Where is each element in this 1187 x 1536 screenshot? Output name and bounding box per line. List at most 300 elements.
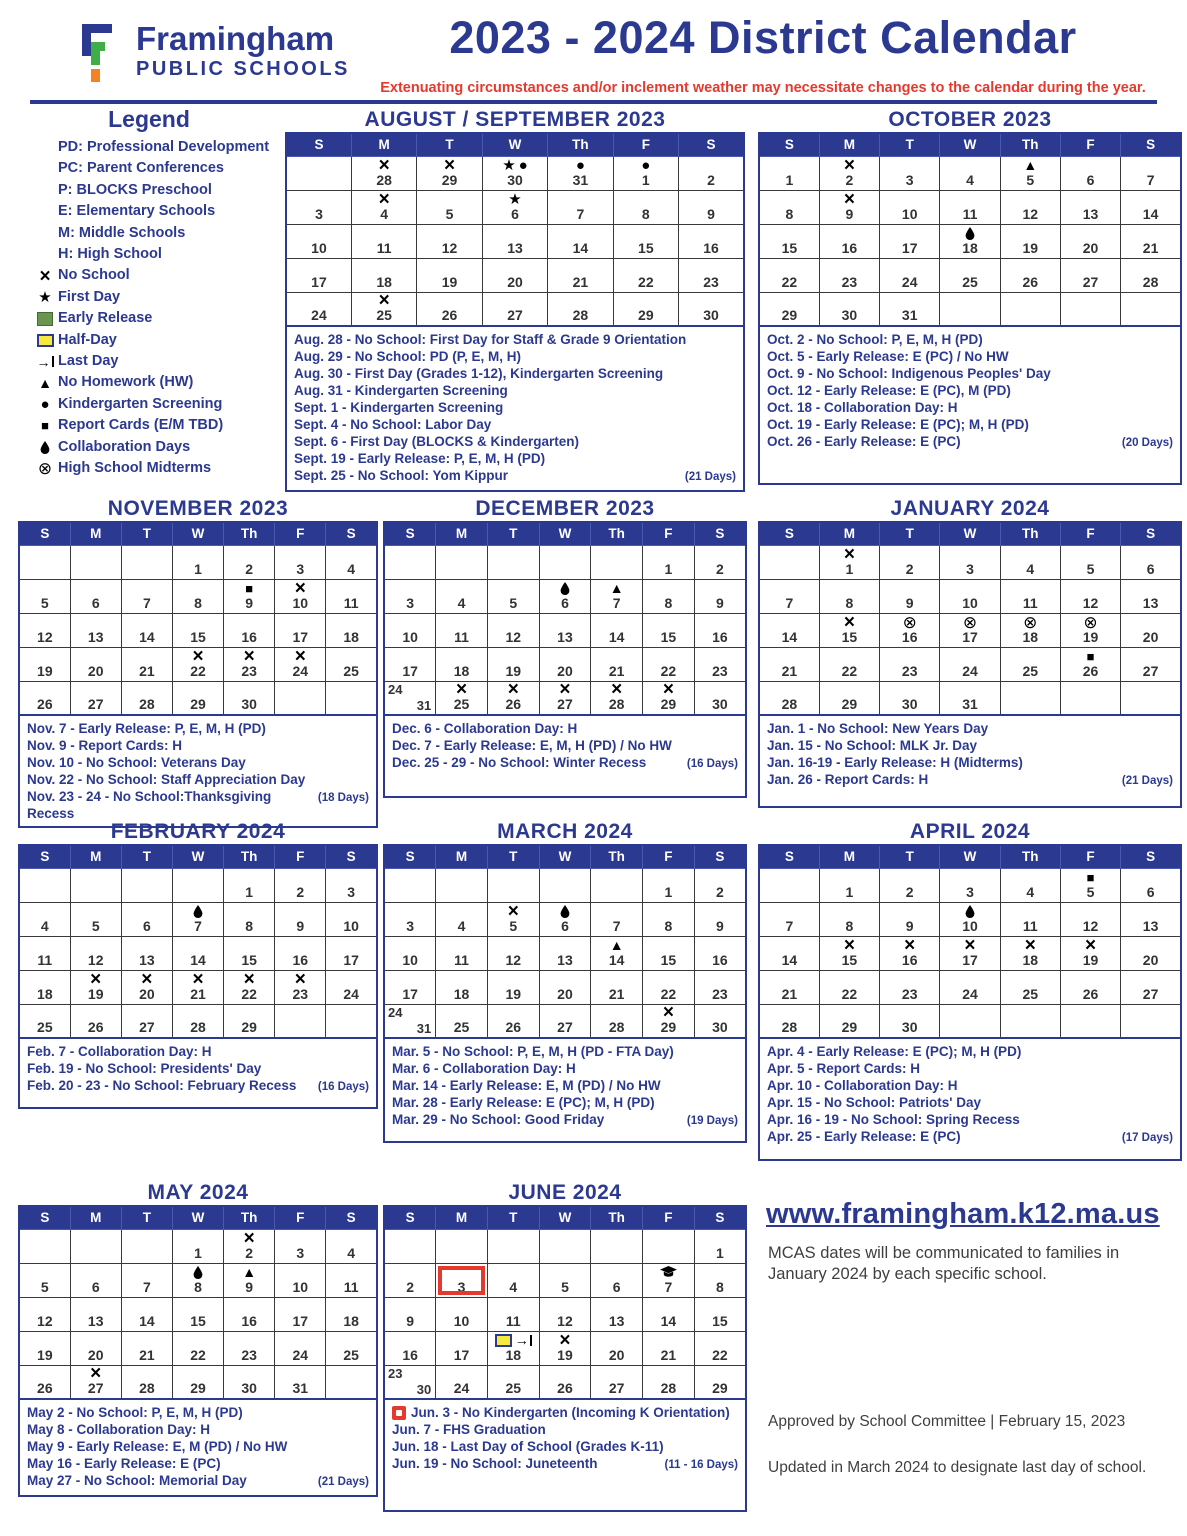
jun3-red-icon <box>392 1406 406 1420</box>
weekday-header: F <box>613 133 678 156</box>
day-number: 13 <box>1142 594 1159 611</box>
day-number: 8 <box>664 594 673 611</box>
day-cell <box>172 970 223 1004</box>
note-line <box>767 1111 1173 1128</box>
day-cell <box>224 1297 275 1331</box>
day-cell <box>487 902 539 936</box>
day-symbols <box>1023 612 1038 632</box>
kindergarten-icon: ● <box>641 156 651 174</box>
day-symbols <box>641 158 650 173</box>
day-number: 24 <box>453 1380 470 1396</box>
note-line <box>392 1077 738 1094</box>
weekday-header: M <box>70 522 121 545</box>
day-number: 7 <box>785 594 794 611</box>
day-number: 23 <box>712 985 728 1002</box>
day-cell <box>940 579 1000 613</box>
day-number: 23 <box>712 662 728 679</box>
day-cell <box>487 1331 539 1365</box>
note-line <box>294 399 736 416</box>
day-cell <box>172 1331 223 1365</box>
day-cell <box>613 292 678 326</box>
day-number: 11 <box>376 239 392 256</box>
day-number: 28 <box>572 307 589 323</box>
day-number: 14 <box>608 951 625 968</box>
day-cell <box>694 1297 746 1331</box>
note-line <box>294 331 736 348</box>
note-text: Dec. 6 - Collaboration Day: H <box>392 721 578 736</box>
fps-logo-icon <box>72 22 126 84</box>
note-text: Oct. 5 - Early Release: E (PC) / No HW <box>767 349 1009 364</box>
day-number: 1 <box>194 560 202 577</box>
empty-cell <box>1121 1004 1181 1038</box>
day-number: 27 <box>1142 985 1159 1002</box>
legend-item <box>18 330 280 351</box>
note-text: Dec. 25 - 29 - No School: Winter Recess <box>392 755 647 770</box>
day-number: 2 <box>707 171 715 188</box>
note-line <box>294 450 736 467</box>
day-symbols <box>1083 612 1098 632</box>
day-number: 2 <box>715 883 724 900</box>
empty-cell <box>591 545 643 579</box>
day-cell <box>275 545 326 579</box>
day-number: 16 <box>292 951 309 968</box>
day-cell <box>19 681 70 715</box>
day-cell <box>436 647 488 681</box>
school-days-count: (16 Days) <box>686 758 738 770</box>
day-number: 28 <box>660 1380 677 1396</box>
day-cell <box>487 681 539 715</box>
calendar-table <box>758 521 1182 716</box>
day-number: 9 <box>245 1278 254 1295</box>
day-symbols <box>662 679 674 700</box>
day-number: 24 <box>311 307 327 323</box>
day-number: 6 <box>1146 560 1155 577</box>
day-number: 24 <box>962 985 978 1002</box>
note-text: Mar. 29 - No School: Good Friday <box>392 1112 605 1127</box>
day-symbols <box>90 968 102 990</box>
day-cell <box>591 1331 643 1365</box>
day-cell <box>940 647 1000 681</box>
day-cell <box>70 1297 121 1331</box>
day-cell <box>539 1004 591 1038</box>
day-cell <box>591 647 643 681</box>
weekday-header: Th <box>1000 522 1060 545</box>
note-line <box>767 416 1173 433</box>
day-number: 30 <box>712 1019 728 1035</box>
day-number: 1 <box>194 1244 202 1261</box>
day-cell <box>694 1263 746 1297</box>
month-notes <box>758 327 1182 485</box>
day-number: 12 <box>37 1312 53 1329</box>
day-cell <box>880 292 940 326</box>
day-cell <box>1060 258 1120 292</box>
day-number: 31 <box>962 696 978 712</box>
day-symbols <box>559 679 571 700</box>
day-number: 18 <box>37 985 53 1002</box>
day-number: 9 <box>296 917 305 934</box>
day-cell <box>417 224 482 258</box>
weekday-header: Th <box>591 1206 643 1229</box>
note-line <box>27 771 369 788</box>
day-number: 28 <box>139 696 155 712</box>
day-symbols <box>456 679 468 700</box>
note-line <box>767 1077 1173 1094</box>
day-number: 15 <box>190 628 206 645</box>
day-cell <box>19 1297 70 1331</box>
day-cell <box>384 1365 436 1399</box>
legend-item <box>18 265 280 286</box>
day-cell <box>275 936 326 970</box>
day-number: 7 <box>785 917 794 934</box>
day-cell <box>539 647 591 681</box>
day-cell <box>694 579 746 613</box>
day-number: 23 <box>901 985 918 1002</box>
day-number: 15 <box>660 951 677 968</box>
day-cell <box>539 936 591 970</box>
no-school-icon: × <box>378 290 390 311</box>
weekday-header: F <box>275 845 326 868</box>
day-number: 25 <box>343 1346 359 1363</box>
day-cell <box>759 579 819 613</box>
day-number: 13 <box>139 951 155 968</box>
day-symbols <box>843 188 855 210</box>
day-cell <box>679 190 744 224</box>
note-text: Apr. 25 - Early Release: E (PC) <box>767 1129 961 1144</box>
weekday-header: S <box>694 845 746 868</box>
day-cell <box>1000 613 1060 647</box>
day-cell <box>172 1263 223 1297</box>
legend-label: First Day <box>58 288 121 305</box>
half-day-icon <box>495 1334 512 1347</box>
note-text: Jun. 19 - No School: Juneteenth <box>392 1456 598 1471</box>
day-cell <box>539 1365 591 1399</box>
collab-icon <box>965 905 975 918</box>
day-cell <box>940 224 1000 258</box>
day-number: 14 <box>1142 205 1159 222</box>
note-line <box>392 1421 738 1438</box>
day-cell <box>694 1004 746 1038</box>
day-cell <box>643 1297 695 1331</box>
day-cell <box>172 1229 223 1263</box>
day-cell <box>819 936 879 970</box>
day-cell <box>694 613 746 647</box>
empty-cell <box>1000 292 1060 326</box>
day-number: 10 <box>962 917 978 934</box>
weekday-header: Th <box>1000 845 1060 868</box>
day-number: 4 <box>509 1278 518 1295</box>
legend-label: H: High School <box>58 246 162 263</box>
day-number: 26 <box>87 1019 104 1035</box>
day-number: 29 <box>841 1019 858 1035</box>
day-cell <box>694 936 746 970</box>
day-number: 9 <box>905 917 914 934</box>
day-cell <box>1000 902 1060 936</box>
day-cell <box>694 902 746 936</box>
day-cell <box>880 970 940 1004</box>
weekday-header: S <box>19 522 70 545</box>
note-text: Mar. 5 - No School: P, E, M, H (PD - FTA Day) <box>392 1044 674 1059</box>
day-symbols <box>294 968 306 990</box>
day-number: 28 <box>608 1019 625 1035</box>
day-cell <box>591 936 643 970</box>
day-number: 3 <box>296 560 305 577</box>
day-cell <box>487 1004 539 1038</box>
day-number: 23 <box>901 662 918 679</box>
day-cell <box>1121 902 1181 936</box>
day-number: 23 <box>841 273 858 290</box>
day-symbols <box>378 154 390 176</box>
note-line <box>27 1438 369 1455</box>
legend-item <box>18 137 280 158</box>
day-cell <box>275 1229 326 1263</box>
day-number: 25 <box>1022 662 1039 679</box>
day-number: 20 <box>507 273 523 290</box>
no-school-icon: × <box>507 679 519 700</box>
note-text: Apr. 15 - No School: Patriots' Day <box>767 1095 982 1110</box>
day-symbols <box>904 934 916 956</box>
note-text: Sept. 6 - First Day (BLOCKS & Kindergarten) <box>294 434 580 449</box>
day-number: 15 <box>781 239 798 256</box>
day-number: 11 <box>962 205 978 222</box>
month-dec <box>383 497 747 798</box>
day-number: 28 <box>781 696 798 712</box>
day-number: 21 <box>139 1346 155 1363</box>
day-cell <box>819 545 879 579</box>
report-cards-icon: ■ <box>1086 869 1095 885</box>
school-days-count: (21 Days) <box>1121 775 1173 787</box>
note-line <box>392 754 738 773</box>
day-number: 22 <box>190 1346 206 1363</box>
day-number: 14 <box>660 1312 677 1329</box>
day-number: 7 <box>1146 171 1155 188</box>
day-number: 18 <box>505 1346 522 1363</box>
day-number: 19 <box>1022 239 1039 256</box>
day-number: 2 <box>245 560 254 577</box>
day-number: 29 <box>660 1019 677 1035</box>
day-cell <box>482 292 547 326</box>
weekday-header: S <box>759 522 819 545</box>
day-number: 13 <box>557 628 573 645</box>
day-cell <box>1060 613 1120 647</box>
note-text: Jun. 3 - No Kindergarten (Incoming K Orientation) <box>411 1405 730 1420</box>
day-cell <box>326 936 377 970</box>
day-cell <box>591 579 643 613</box>
weekday-header: W <box>539 522 591 545</box>
day-cell <box>1121 613 1181 647</box>
day-number: 24 <box>388 681 403 697</box>
note-line <box>27 1404 369 1421</box>
day-number: 1 <box>785 171 794 188</box>
day-cell <box>351 190 416 224</box>
day-symbols <box>378 188 390 210</box>
day-number: 8 <box>641 205 650 222</box>
legend-label: Collaboration Days <box>58 438 191 455</box>
first-day-icon: ★ <box>508 190 522 208</box>
day-cell <box>487 1263 539 1297</box>
day-cell <box>1000 545 1060 579</box>
day-number: 21 <box>572 273 589 290</box>
report-cards-icon: ■ <box>41 418 49 434</box>
day-number: 10 <box>343 917 359 934</box>
day-number: 4 <box>380 205 389 222</box>
note-line <box>767 1060 1173 1077</box>
day-cell <box>384 1263 436 1297</box>
day-cell <box>286 190 351 224</box>
day-number: 9 <box>715 594 724 611</box>
day-number: 3 <box>966 560 974 577</box>
note-line <box>27 720 369 737</box>
day-number: 18 <box>453 985 470 1002</box>
school-name: Framingham <box>136 20 335 57</box>
day-number: 19 <box>1082 628 1099 645</box>
day-number: 27 <box>87 1380 104 1396</box>
day-cell <box>1000 258 1060 292</box>
day-cell <box>436 613 488 647</box>
legend-item <box>18 223 280 244</box>
legend-icon-collab <box>32 441 58 454</box>
day-cell <box>121 681 172 715</box>
header-divider <box>30 100 1157 104</box>
day-number: 24 <box>901 273 918 290</box>
empty-cell <box>70 868 121 902</box>
day-number: 2 <box>296 883 305 900</box>
weekday-header: F <box>643 522 695 545</box>
day-number: 20 <box>139 985 155 1002</box>
day-cell <box>224 1365 275 1399</box>
note-text: Aug. 29 - No School: PD (P, E, M, H) <box>294 349 522 364</box>
day-cell <box>436 579 488 613</box>
day-number: 7 <box>612 917 621 934</box>
month-notes <box>758 716 1182 808</box>
legend-label: Report Cards (E/M TBD) <box>58 417 224 434</box>
day-cell <box>224 545 275 579</box>
updated-note: Updated in March 2024 to designate last day of school. <box>768 1459 1147 1476</box>
day-symbols <box>90 1363 102 1384</box>
approved-note: Approved by School Committee | February 15, 2023 <box>768 1413 1126 1430</box>
day-symbols <box>965 904 975 919</box>
day-cell <box>694 1331 746 1365</box>
day-cell <box>286 224 351 258</box>
day-cell <box>224 936 275 970</box>
day-number: 1 <box>715 1244 724 1261</box>
day-number: 10 <box>292 1278 309 1295</box>
empty-cell <box>1060 681 1120 715</box>
day-cell <box>1121 936 1181 970</box>
day-cell <box>694 647 746 681</box>
day-cell <box>613 156 678 190</box>
day-cell <box>539 613 591 647</box>
legend-icon-early-release <box>32 312 58 326</box>
note-text: Dec. 7 - Early Release: E, M, H (PD) / No HW <box>392 738 672 753</box>
legend-label: E: Elementary Schools <box>58 203 216 220</box>
day-number: 6 <box>91 1278 100 1295</box>
no-school-icon: × <box>559 679 571 700</box>
day-cell <box>591 613 643 647</box>
no-hw-icon: ▲ <box>609 580 624 596</box>
day-cell <box>819 647 879 681</box>
day-cell <box>1121 868 1181 902</box>
day-number: 9 <box>406 1312 414 1329</box>
early-release-icon <box>37 312 53 326</box>
day-cell <box>172 647 223 681</box>
day-number: 26 <box>505 1019 522 1035</box>
day-number: 29 <box>712 1380 728 1396</box>
day-number: 18 <box>962 239 978 256</box>
day-number: 18 <box>453 662 470 679</box>
day-number: 9 <box>715 917 724 934</box>
weekday-header: T <box>880 133 940 156</box>
day-cell <box>591 1297 643 1331</box>
no-school-icon: × <box>294 968 306 990</box>
day-cell <box>487 1297 539 1331</box>
day-number: 1 <box>845 883 854 900</box>
website-link[interactable]: www.framingham.k12.ma.us <box>766 1198 1160 1230</box>
day-cell <box>1121 647 1181 681</box>
legend-item <box>18 437 280 458</box>
day-cell <box>1121 579 1181 613</box>
school-days-count: (11 - 16 Days) <box>664 1459 738 1471</box>
weekday-header: Th <box>548 133 613 156</box>
day-cell <box>224 579 275 613</box>
weekday-header: S <box>1121 845 1181 868</box>
first-day-icon: ★ <box>38 289 52 307</box>
note-line <box>767 331 1173 348</box>
note-line <box>392 737 738 754</box>
day-cell <box>1000 970 1060 1004</box>
weekday-header: F <box>1060 845 1120 868</box>
weekday-header: M <box>436 845 488 868</box>
weekday-header: T <box>121 845 172 868</box>
day-number: 6 <box>91 594 100 611</box>
note-text: Sept. 19 - Early Release: P, E, M, H (PD) <box>294 451 546 466</box>
no-school-icon: × <box>90 1363 102 1384</box>
no-school-icon: × <box>294 577 306 599</box>
note-line <box>767 382 1173 399</box>
report-cards-icon: ■ <box>245 580 254 596</box>
month-notes <box>383 716 747 798</box>
note-text: Jan. 26 - Report Cards: H <box>767 772 929 787</box>
day-cell <box>643 647 695 681</box>
day-cell <box>548 258 613 292</box>
day-cell <box>819 292 879 326</box>
day-number: 20 <box>87 1346 104 1363</box>
day-cell <box>759 190 819 224</box>
day-number: 1 <box>641 171 650 188</box>
day-cell <box>172 1365 223 1399</box>
no-school-icon: × <box>192 645 204 667</box>
day-cell <box>70 681 121 715</box>
day-cell <box>384 681 436 715</box>
day-number: 20 <box>1142 951 1159 968</box>
day-cell <box>643 902 695 936</box>
day-cell <box>275 868 326 902</box>
empty-cell <box>121 868 172 902</box>
day-cell <box>643 579 695 613</box>
note-line <box>392 720 738 737</box>
day-cell <box>482 224 547 258</box>
day-cell <box>819 868 879 902</box>
note-line <box>392 1404 738 1421</box>
day-symbols <box>192 645 204 667</box>
no-school-icon: × <box>243 1227 255 1249</box>
day-number: 27 <box>507 307 523 323</box>
day-number: 4 <box>1026 883 1035 900</box>
day-number: 17 <box>453 1346 470 1363</box>
day-cell <box>19 936 70 970</box>
day-number: 3 <box>457 1278 466 1295</box>
day-number: 3 <box>905 171 914 188</box>
day-symbols <box>141 968 153 990</box>
